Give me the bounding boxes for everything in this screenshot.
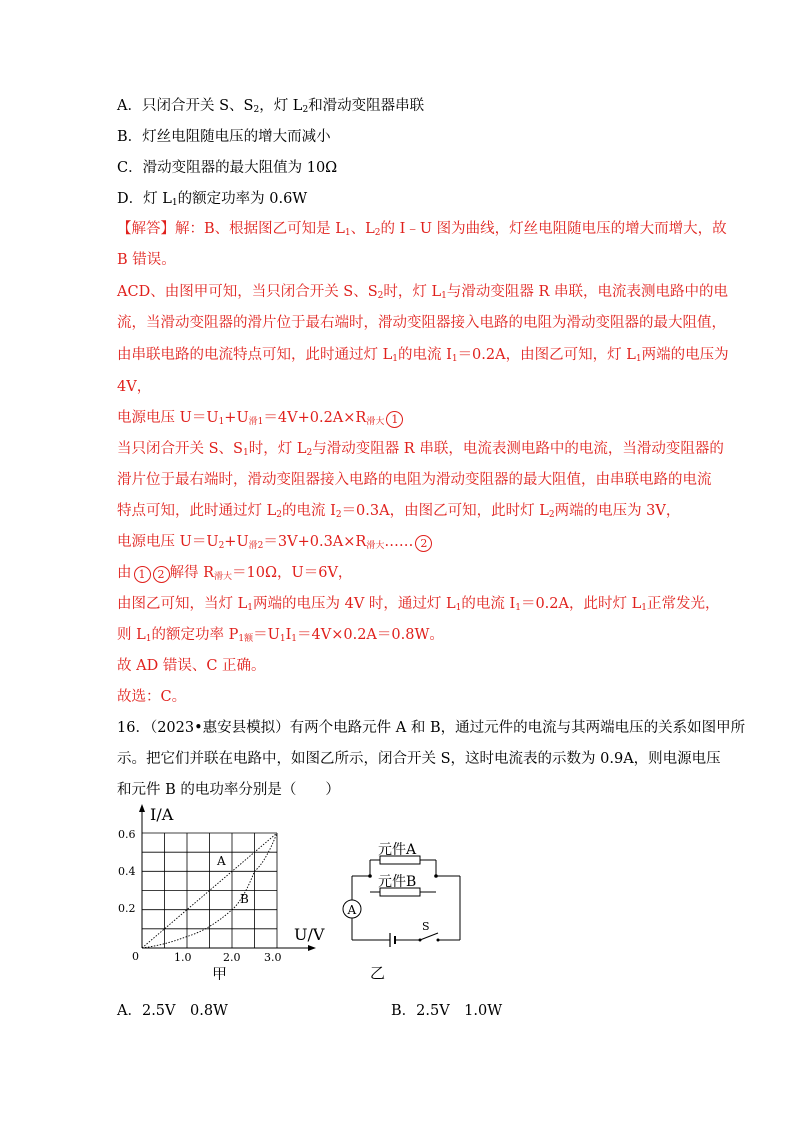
- answer-line-7: 电源电压 $U=U_1+U_{滑1}=4V+0.2A\times R_{滑大}$ 1: [117, 408, 403, 432]
- figure-jia-graph: [112, 800, 342, 980]
- answer-line-14: 则 $L_1$的额定功率 $P_{1额}=U_1I_1=4V\times 0.2A=0.8W$。: [117, 627, 444, 644]
- element-a-label: 元件A: [378, 842, 417, 858]
- answer-line-10: 特点可知，此时通过灯 $L_2$的电流 $I_2=0.3A$，由图乙可知，此时灯 $L_2$两端的电压为 3V，: [117, 503, 681, 520]
- answer-line-9: 滑片位于最右端时，滑动变阻器接入电路的电阻为滑动变阻器的最大阻值，由串联电路的电流: [117, 472, 712, 488]
- answer-line-15: 故 AD 错误、C 正确。: [117, 658, 266, 674]
- answer-line-12: 由 1 2 解得 $R_{滑大}=10\Omega$，U＝6V，: [117, 565, 353, 582]
- answer-line-8: 当只闭合开关 S、$S_1$时，灯 $L_2$与滑动变阻器 R 串联，电流表测电路中的电流，当滑动变阻器的: [117, 441, 724, 458]
- x-axis-arrow: [308, 945, 316, 951]
- y-axis-label: I/A: [150, 805, 174, 824]
- xtick-3.0: 3.0: [264, 951, 282, 964]
- answer-line-11: 电源电压 $U=U_2+U_{滑2}=3V+0.3A\times R_{滑大}\dots\dots$ 2: [117, 532, 432, 556]
- answer-line-13: 由图乙可知，当灯 $L_1$两端的电压为 4V 时，通过灯 $L_1$的电流 $I_1=0.2A$，此时灯 $L_1$正常发光，: [117, 596, 720, 613]
- q16-option-b: B．2.5V 1.0W: [391, 1003, 503, 1019]
- answer-line-4: 流，当滑动变阻器的滑片位于最右端时，滑动变阻器接入电路的电阻为滑动变阻器的最大阻值，: [117, 315, 726, 331]
- switch-blade-icon: [420, 933, 438, 940]
- curve-b-label: B: [240, 892, 249, 906]
- switch-label: S: [422, 920, 430, 933]
- answer-line-2: B 错误。: [117, 252, 176, 268]
- answer-line-1: 【解答】解：B、根据图乙可知是 $L_1$、$L_2$的 I﹣U 图为曲线，灯丝电阻随电压的增大而增大，故: [117, 221, 727, 238]
- circled-number-1: 1: [386, 411, 403, 428]
- figure-jia-caption: 甲: [212, 965, 228, 980]
- circled-number-1b: 1: [134, 566, 151, 583]
- xtick-2.0: 2.0: [223, 951, 241, 964]
- answer-tag: 【解答】: [117, 221, 175, 237]
- answer-line-16: 故选：C。: [117, 689, 187, 705]
- answer-line-6: 4V，: [117, 379, 152, 395]
- figure-yi-caption: 乙: [370, 964, 386, 980]
- circled-number-2b: 2: [153, 566, 170, 583]
- q16-number: 16．: [117, 720, 150, 736]
- q16-line-1: 16．（2023•惠安县模拟）有两个电路元件 A 和 B，通过元件的电流与其两端电压的关系如图甲所: [117, 720, 746, 736]
- element-b-label: 元件B: [378, 874, 417, 890]
- ytick-0.6: 0.6: [118, 828, 136, 841]
- curve-a-label: A: [217, 854, 226, 868]
- ytick-0.4: 0.4: [118, 865, 136, 878]
- circled-number-2: 2: [415, 535, 432, 552]
- option-a-line: A．只闭合开关 S、$S_2$，灯 $L_2$和滑动变阻器串联: [117, 98, 425, 115]
- origin-label: 0: [132, 950, 139, 963]
- x-axis-label: U/V: [294, 925, 325, 944]
- ytick-0.2: 0.2: [118, 902, 136, 915]
- answer-line-5: 由串联电路的电流特点可知，此时通过灯 $L_1$的电流 $I_1=0.2A$，由图乙可知，灯 $L_1$两端的电压为: [117, 347, 729, 364]
- option-b-line: B．灯丝电阻随电压的增大而减小: [117, 129, 331, 145]
- option-c-line: C．滑动变阻器的最大阻值为 10Ω: [117, 160, 338, 176]
- q16-option-a: A．2.5V 0.8W: [117, 1003, 228, 1019]
- answer-line-3: ACD、由图甲可知，当只闭合开关 S、$S_2$时，灯 $L_1$与滑动变阻器 R 串联，电流表测电路中的电: [117, 284, 729, 301]
- y-axis-arrow: [139, 804, 145, 812]
- q16-line-2: 示。把它们并联在电路中，如图乙所示，闭合开关 S，这时电流表的示数为 0.9A，则电源电压: [117, 751, 721, 767]
- figure-yi-circuit: [340, 830, 470, 980]
- xtick-1.0: 1.0: [174, 951, 192, 964]
- option-d-line: D．灯 $L_1$的额定功率为 0.6W: [117, 191, 308, 208]
- ammeter-label: A: [347, 903, 357, 917]
- q16-line-3: 和元件 B 的电功率分别是（ ）: [117, 782, 340, 798]
